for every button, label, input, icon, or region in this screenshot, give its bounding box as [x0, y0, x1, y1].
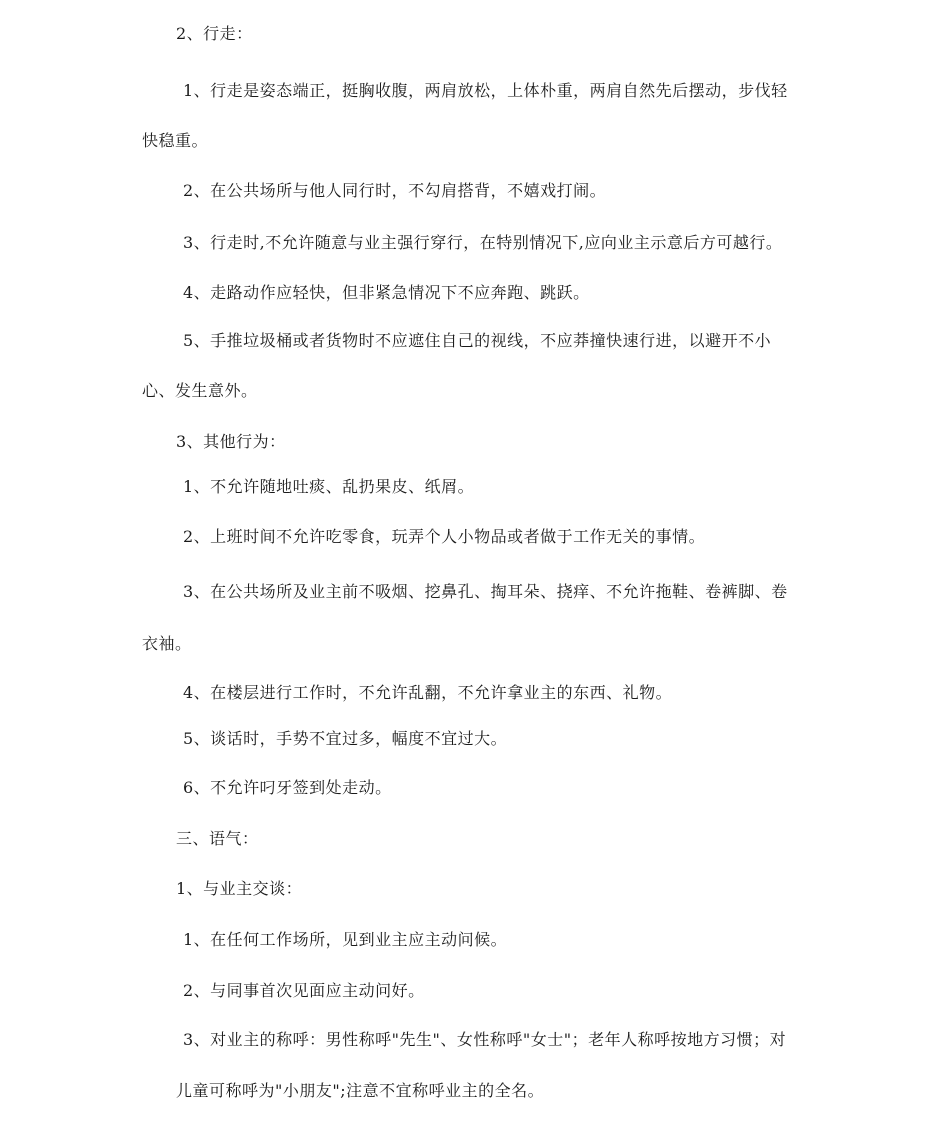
section-heading-tone: 三、语气： [176, 829, 259, 848]
section-heading-other-behavior: 3、其他行为： [176, 432, 286, 451]
paragraph-line: 2、上班时间不允许吃零食，玩弄个人小物品或者做于工作无关的事情。 [183, 527, 706, 546]
paragraph-line: 6、不允许叼牙签到处走动。 [183, 778, 392, 797]
paragraph-line: 1、不允许随地吐痰、乱扔果皮、纸屑。 [183, 477, 475, 496]
paragraph-line: 快稳重。 [142, 131, 209, 150]
paragraph-line: 1、行走是姿态端正，挺胸收腹，两肩放松，上体朴重，两肩自然先后摆动，步伐轻 [183, 81, 788, 100]
paragraph-line: 2、与同事首次见面应主动问好。 [183, 981, 425, 1000]
paragraph-line: 儿童可称呼为"小朋友";注意不宜称呼业主的全名。 [176, 1081, 545, 1100]
paragraph-line: 4、走路动作应轻快，但非紧急情况下不应奔跑、跳跃。 [183, 283, 590, 302]
section-heading-walking: 2、行走： [176, 24, 253, 43]
subsection-heading: 1、与业主交谈： [176, 879, 303, 898]
paragraph-line: 1、在任何工作场所，见到业主应主动问候。 [183, 930, 508, 949]
paragraph-line: 衣袖。 [142, 634, 192, 653]
paragraph-line: 2、在公共场所与他人同行时，不勾肩搭背，不嬉戏打闹。 [183, 181, 607, 200]
paragraph-line: 心、发生意外。 [142, 381, 258, 400]
paragraph-line: 3、行走时,不允许随意与业主强行穿行，在特别情况下,应向业主示意后方可越行。 [183, 233, 783, 252]
paragraph-line: 3、对业主的称呼：男性称呼"先生"、女性称呼"女士"；老年人称呼按地方习惯；对 [183, 1030, 787, 1049]
paragraph-line: 5、手推垃圾桶或者货物时不应遮住自己的视线，不应莽撞快速行进，以避开不小 [183, 331, 772, 350]
paragraph-line: 5、谈话时，手势不宜过多，幅度不宜过大。 [183, 729, 508, 748]
paragraph-line: 4、在楼层进行工作时，不允许乱翻，不允许拿业主的东西、礼物。 [183, 683, 673, 702]
paragraph-line: 3、在公共场所及业主前不吸烟、挖鼻孔、掏耳朵、挠痒、不允许拖鞋、卷裤脚、卷 [183, 582, 788, 601]
